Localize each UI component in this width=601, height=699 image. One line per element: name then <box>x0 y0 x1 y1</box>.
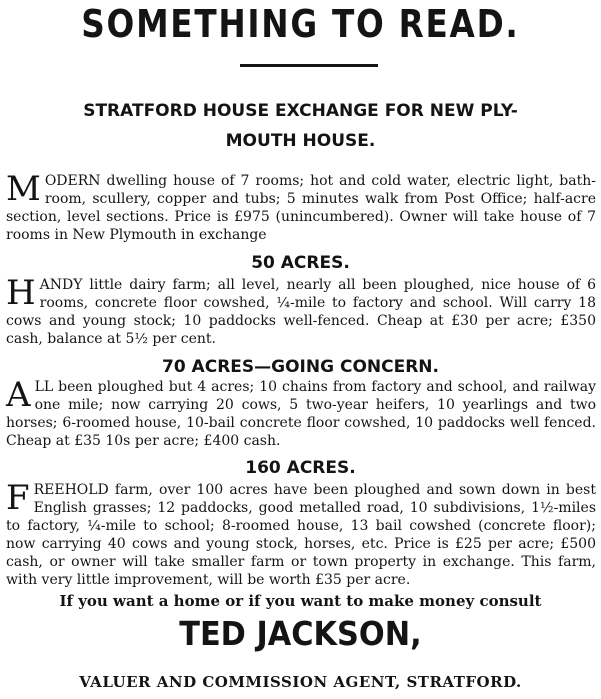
seventy-acres-dropcap: A <box>6 375 31 415</box>
exchange-title-line2: MOUTH HOUSE. <box>225 131 376 151</box>
one-sixty-acres-dropcap: F <box>6 478 30 518</box>
exchange-body: ODERN dwelling house of 7 rooms; hot and cold water, electric light, bath-room, scullery, copper and tubs; 5 minutes walk from Post Office; half-acre section, level sections. Price is £975 (unincumbered). Owner will take house of 7 rooms in New Plymouth in exchange <box>6 173 596 243</box>
one-sixty-acres-title: 160 ACRES. <box>245 458 356 478</box>
seventy-acres-body: LL been ploughed but 4 acres; 10 chains from factory and school, and railway one mile; now carrying 20 cows, 5 two-year heifers, 10 yearlings and two horses; 6-roomed house, 10-bail concrete floor cowshed, 10 paddocks well fenced. Cheap at £35 10s per acre; £400 cash. <box>6 379 596 449</box>
seventy-acres-title: 70 ACRES—GOING CONCERN. <box>161 357 439 377</box>
fifty-acres-body: ANDY little dairy farm; all level, nearly all been ploughed, nice house of 6 rooms, concrete floor cowshed, ¼-mile to factory and school. Will carry 18 cows and young stock; 10 paddocks well-fenced. Cheap at £30 per acre; £350 cash, balance at 5½ per cent. <box>6 277 596 347</box>
exchange-dropcap: M <box>6 169 41 209</box>
fifty-acres-title: 50 ACRES. <box>251 253 350 273</box>
consult-line: If you want a home or if you want to make money consult <box>59 592 542 610</box>
exchange-title-line1: STRATFORD HOUSE EXCHANGE FOR NEW PLY- <box>83 101 518 121</box>
agent-title: VALUER AND COMMISSION AGENT, STRATFORD. <box>79 673 522 691</box>
headline: SOMETHING TO READ. <box>81 2 520 46</box>
exchange-paragraph <box>6 169 596 244</box>
agent-name: TED JACKSON, <box>179 614 422 653</box>
one-sixty-acres-body: REEHOLD farm, over 100 acres have been ploughed and sown down in best English grasses; 12 paddocks, good metalled road, 10 subdivisions, 1½-miles to factory, ¼-mile to school; 8-roomed house, 13 bail cowshed (concrete floor); now carrying 40 cows and young stock, horses, etc. Price is £25 per acre; £500 cash, or owner will take smaller farm or town property in exchange. This farm, with very little improvement, will be worth £35 per acre. <box>6 482 596 588</box>
fifty-acres-paragraph <box>6 273 596 348</box>
fifty-acres-dropcap: H <box>6 273 36 313</box>
one-sixty-acres-paragraph <box>6 478 596 589</box>
headline-rule <box>240 64 378 67</box>
seventy-acres-paragraph <box>6 375 596 450</box>
